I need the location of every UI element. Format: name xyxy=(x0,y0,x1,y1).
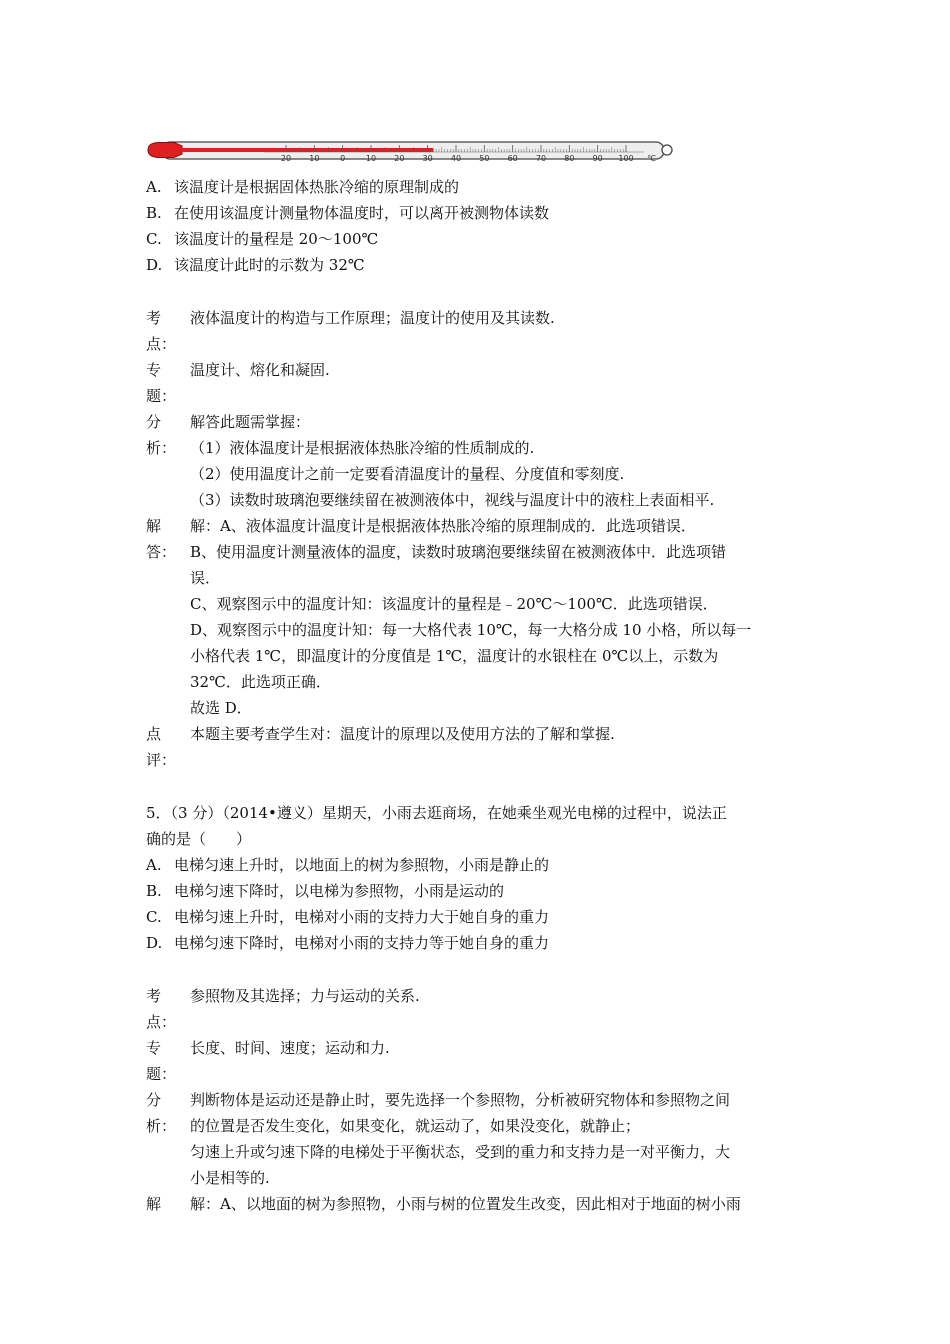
thermometer-end-ring xyxy=(662,145,672,155)
thermometer-figure xyxy=(144,135,684,165)
thermometer-tick-label: 100 xyxy=(618,154,634,163)
q4-fenxi-line-3: （2）使用温度计之前一定要看清温度计的量程、分度值和零刻度. xyxy=(190,465,625,483)
q5-kaodian-text: 参照物及其选择；力与运动的关系. xyxy=(190,987,420,1005)
q4-fenxi-line-4: （3）读数时玻璃泡要继续留在被测液体中，视线与温度计中的液柱上表面相平. xyxy=(190,491,715,509)
q4-jieda-line-6: 小格代表 1℃，即温度计的分度值是 1℃，温度计的水银柱在 0℃以上，示数为 xyxy=(190,647,719,665)
q4-zhuanti-label-1: 专 xyxy=(146,361,162,379)
q5-option-b: B. 电梯匀速下降时，以电梯为参照物，小雨是运动的 xyxy=(146,882,505,900)
q4-fenxi-label-1: 分 xyxy=(146,413,162,431)
q4-kaodian-label-2: 点： xyxy=(146,335,177,353)
q4-zhuanti-label-2: 题： xyxy=(146,387,177,405)
q4-zhuanti-text: 温度计、熔化和凝固. xyxy=(190,361,330,379)
thermometer-tick-label: 0 xyxy=(340,154,346,163)
q4-option-c: C. 该温度计的量程是 20～100℃ xyxy=(146,230,379,248)
thermometer-unit: ℃ xyxy=(647,154,656,163)
q4-option-a: A. 该温度计是根据固体热胀冷缩的原理制成的 xyxy=(146,178,460,196)
q5-option-d: D. 电梯匀速下降时，电梯对小雨的支持力等于她自身的重力 xyxy=(146,934,550,952)
q4-dianping-text: 本题主要考查学生对：温度计的原理以及使用方法的了解和掌握. xyxy=(190,725,615,743)
q5-zhuanti-label-1: 专 xyxy=(146,1039,162,1057)
q5-zhuanti-text: 长度、时间、速度；运动和力. xyxy=(190,1039,390,1057)
q4-kaodian-label-1: 考 xyxy=(146,309,162,327)
q4-fenxi-line-1: 解答此题需掌握： xyxy=(190,413,311,431)
q4-fenxi-line-2: （1）液体温度计是根据液体热胀冷缩的性质制成的. xyxy=(190,439,535,457)
q5-stem-line-2: 确的是（ ） xyxy=(146,830,252,848)
thermometer-tick-label: 60 xyxy=(507,154,518,163)
q4-jieda-line-7: 32℃．此选项正确． xyxy=(190,673,331,691)
q4-jieda-line-2: B、使用温度计测量液体的温度，读数时玻璃泡要继续留在被测液体中．此选项错 xyxy=(190,543,727,561)
q5-jieda-label-1: 解 xyxy=(146,1195,162,1213)
q5-stem-line-1: 5．（3 分）（2014•遵义）星期天，小雨去逛商场，在她乘坐观光电梯的过程中，说法正 xyxy=(146,804,727,822)
q5-fenxi-line-1: 判断物体是运动还是静止时，要先选择一个参照物，分析被研究物体和参照物之间 xyxy=(190,1091,731,1109)
q4-jieda-line-3: 误． xyxy=(190,569,221,587)
thermometer-tick-label: 20 xyxy=(394,154,405,163)
q5-option-a: A. 电梯匀速上升时，以地面上的树为参照物，小雨是静止的 xyxy=(146,856,550,874)
q4-fenxi-label-2: 析： xyxy=(146,439,177,457)
q4-jieda-line-1: 解：A、液体温度计温度计是根据液体热胀冷缩的原理制成的．此选项错误． xyxy=(190,517,696,535)
thermometer-tick-label: 10 xyxy=(365,154,377,163)
q5-option-c: C. 电梯匀速上升时，电梯对小雨的支持力大于她自身的重力 xyxy=(146,908,550,926)
q5-jieda-line-1: 解：A、以地面的树为参照物，小雨与树的位置发生改变，因此相对于地面的树小雨 xyxy=(190,1195,741,1213)
q4-option-d: D. 该温度计此时的示数为 32℃ xyxy=(146,256,365,274)
thermometer-tick-label: 70 xyxy=(535,154,547,163)
thermometer-tick-label: 50 xyxy=(479,154,490,163)
thermometer-tick-label: 90 xyxy=(592,154,603,163)
q4-jieda-line-8: 故选 D． xyxy=(190,699,252,717)
q4-jieda-line-4: C、观察图示中的温度计知：该温度计的量程是﹣20℃～100℃．此选项错误． xyxy=(190,595,718,613)
q5-fenxi-line-3: 匀速上升或匀速下降的电梯处于平衡状态，受到的重力和支持力是一对平衡力，大 xyxy=(190,1143,731,1161)
thermometer-liquid-column xyxy=(180,148,433,152)
q4-kaodian-text: 液体温度计的构造与工作原理；温度计的使用及其读数. xyxy=(190,309,555,327)
thermometer-tick-label: 80 xyxy=(564,154,575,163)
q4-option-b: B. 在使用该温度计测量物体温度时，可以离开被测物体读数 xyxy=(146,204,550,222)
q5-fenxi-label-1: 分 xyxy=(146,1091,162,1109)
thermometer-tick-label: 20 xyxy=(280,154,292,163)
thermometer-bulb xyxy=(148,143,182,158)
q4-dianping-label-1: 点 xyxy=(146,725,162,743)
thermometer-tick-label: 30 xyxy=(422,154,433,163)
q5-fenxi-label-2: 析： xyxy=(146,1117,177,1135)
q5-zhuanti-label-2: 题： xyxy=(146,1065,177,1083)
q4-dianping-label-2: 评： xyxy=(146,751,177,769)
q5-fenxi-line-4: 小是相等的. xyxy=(190,1169,270,1187)
q5-fenxi-line-2: 的位置是否发生变化，如果变化，就运动了，如果没变化，就静止； xyxy=(190,1117,641,1135)
q4-jieda-line-5: D、观察图示中的温度计知：每一大格代表 10℃，每一大格分成 10 小格，所以每一 xyxy=(190,621,752,639)
q4-jieda-label-1: 解 xyxy=(146,517,162,535)
q4-jieda-label-2: 答： xyxy=(146,543,177,561)
q5-kaodian-label-2: 点： xyxy=(146,1013,177,1031)
thermometer-tick-label: 10 xyxy=(309,154,320,163)
thermometer-tick-label: 40 xyxy=(450,154,462,163)
q5-kaodian-label-1: 考 xyxy=(146,987,162,1005)
